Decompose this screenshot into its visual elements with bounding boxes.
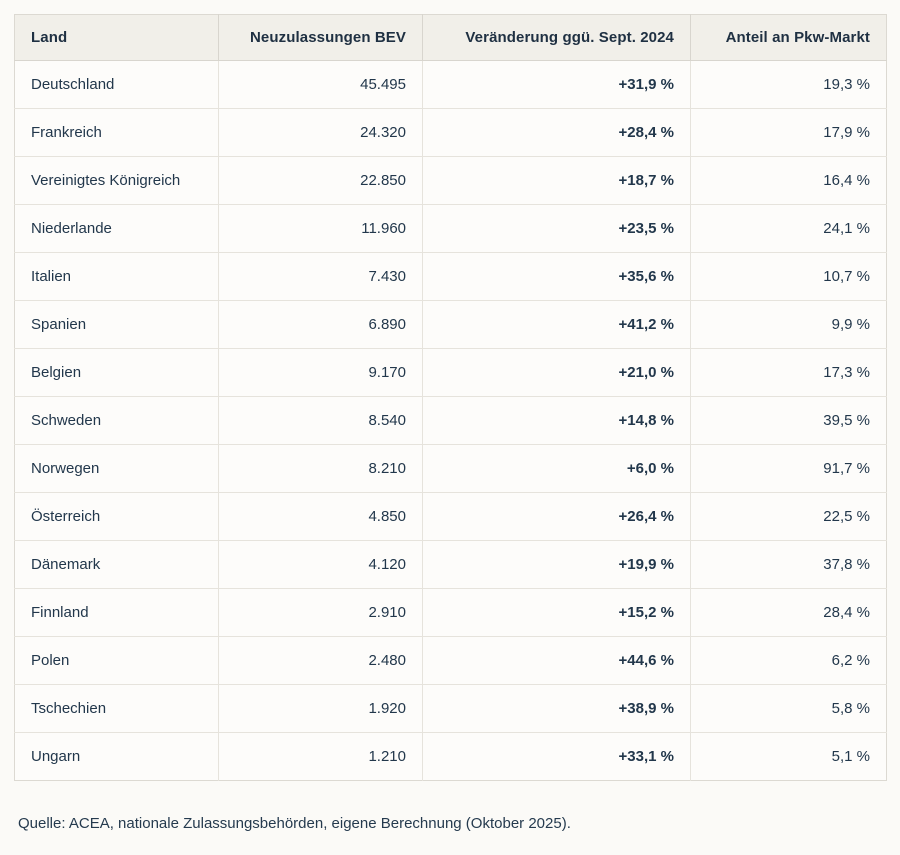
cell-bev: 2.910 — [219, 589, 423, 637]
table-row — [15, 541, 887, 589]
cell-share: 9,9 % — [691, 301, 887, 349]
cell-share: 28,4 % — [691, 589, 887, 637]
cell-bev: 1.210 — [219, 733, 423, 781]
cell-land: Schweden — [15, 397, 219, 445]
table-row — [15, 397, 887, 445]
cell-share: 16,4 % — [691, 157, 887, 205]
cell-change: +35,6 % — [423, 253, 691, 301]
cell-change: +21,0 % — [423, 349, 691, 397]
cell-bev: 2.480 — [219, 637, 423, 685]
cell-land: Vereinigtes Königreich — [15, 157, 219, 205]
cell-land: Norwegen — [15, 445, 219, 493]
cell-change: +23,5 % — [423, 205, 691, 253]
cell-share: 91,7 % — [691, 445, 887, 493]
table-row — [15, 733, 887, 781]
table-row — [15, 349, 887, 397]
column-header-bev: Neuzulassungen BEV — [219, 15, 423, 61]
table-row — [15, 301, 887, 349]
table-row — [15, 493, 887, 541]
cell-share: 5,8 % — [691, 685, 887, 733]
table-row — [15, 589, 887, 637]
cell-change: +44,6 % — [423, 637, 691, 685]
cell-share: 5,1 % — [831, 748, 870, 765]
cell-share: 17,3 % — [691, 349, 887, 397]
cell-land: Frankreich — [15, 109, 219, 157]
cell-share: 24,1 % — [691, 205, 887, 253]
cell-bev: 9.170 — [219, 349, 423, 397]
column-header-land: Land — [15, 15, 219, 61]
cell-share: 22,5 % — [691, 493, 887, 541]
cell-share: 19,3 % — [691, 61, 887, 109]
cell-land: Italien — [15, 253, 219, 301]
table-header-row — [15, 15, 887, 61]
cell-land: Deutschland — [15, 61, 219, 109]
cell-bev: 1.920 — [219, 685, 423, 733]
table-row — [15, 205, 887, 253]
cell-change: +26,4 % — [423, 493, 691, 541]
cell-land: Spanien — [15, 301, 219, 349]
cell-bev: 45.495 — [219, 61, 423, 109]
cell-change: +31,9 % — [423, 61, 691, 109]
cell-bev: 22.850 — [219, 157, 423, 205]
table-row — [15, 157, 887, 205]
cell-land: Belgien — [15, 349, 219, 397]
bev-registrations-table — [14, 14, 887, 781]
cell-change: +15,2 % — [423, 589, 691, 637]
cell-bev: 8.210 — [219, 445, 423, 493]
table-row — [15, 685, 887, 733]
column-header-share: Anteil an Pkw-Markt — [691, 15, 887, 61]
cell-land: Finnland — [15, 589, 219, 637]
cell-change: +6,0 % — [423, 445, 691, 493]
cell-change: +33,1 % — [423, 733, 691, 781]
column-header-change: Veränderung ggü. Sept. 2024 — [423, 15, 691, 61]
cell-share: 10,7 % — [691, 253, 887, 301]
table-header — [15, 15, 887, 61]
cell-share: 17,9 % — [691, 109, 887, 157]
cell-change: +41,2 % — [423, 301, 691, 349]
cell-land: Österreich — [15, 493, 219, 541]
cell-change: +18,7 % — [423, 157, 691, 205]
source-note: Quelle: ACEA, nationale Zulassungsbehörden, eigene Berechnung (Oktober 2025). — [18, 815, 571, 832]
cell-bev: 24.320 — [219, 109, 423, 157]
table-row — [15, 445, 887, 493]
cell-land: Dänemark — [15, 541, 219, 589]
cell-bev: 4.850 — [219, 493, 423, 541]
cell-land: Tschechien — [15, 685, 219, 733]
cell-land: Ungarn — [15, 733, 219, 781]
cell-share: 6,2 % — [691, 637, 887, 685]
cell-land: Niederlande — [15, 205, 219, 253]
cell-bev: 6.890 — [219, 301, 423, 349]
cell-change: +28,4 % — [423, 109, 691, 157]
cell-change: +14,8 % — [423, 397, 691, 445]
cell-bev: 11.960 — [219, 205, 423, 253]
cell-bev: 8.540 — [219, 397, 423, 445]
table-body — [15, 61, 887, 781]
cell-change: +19,9 % — [423, 541, 691, 589]
cell-land: Polen — [15, 637, 219, 685]
cell-share: 39,5 % — [691, 397, 887, 445]
cell-share: 37,8 % — [691, 541, 887, 589]
table-row — [15, 109, 887, 157]
cell-bev: 7.430 — [219, 253, 423, 301]
table-row — [15, 253, 887, 301]
cell-bev: 4.120 — [219, 541, 423, 589]
table-row — [15, 61, 887, 109]
cell-change: +38,9 % — [423, 685, 691, 733]
table-row — [15, 637, 887, 685]
